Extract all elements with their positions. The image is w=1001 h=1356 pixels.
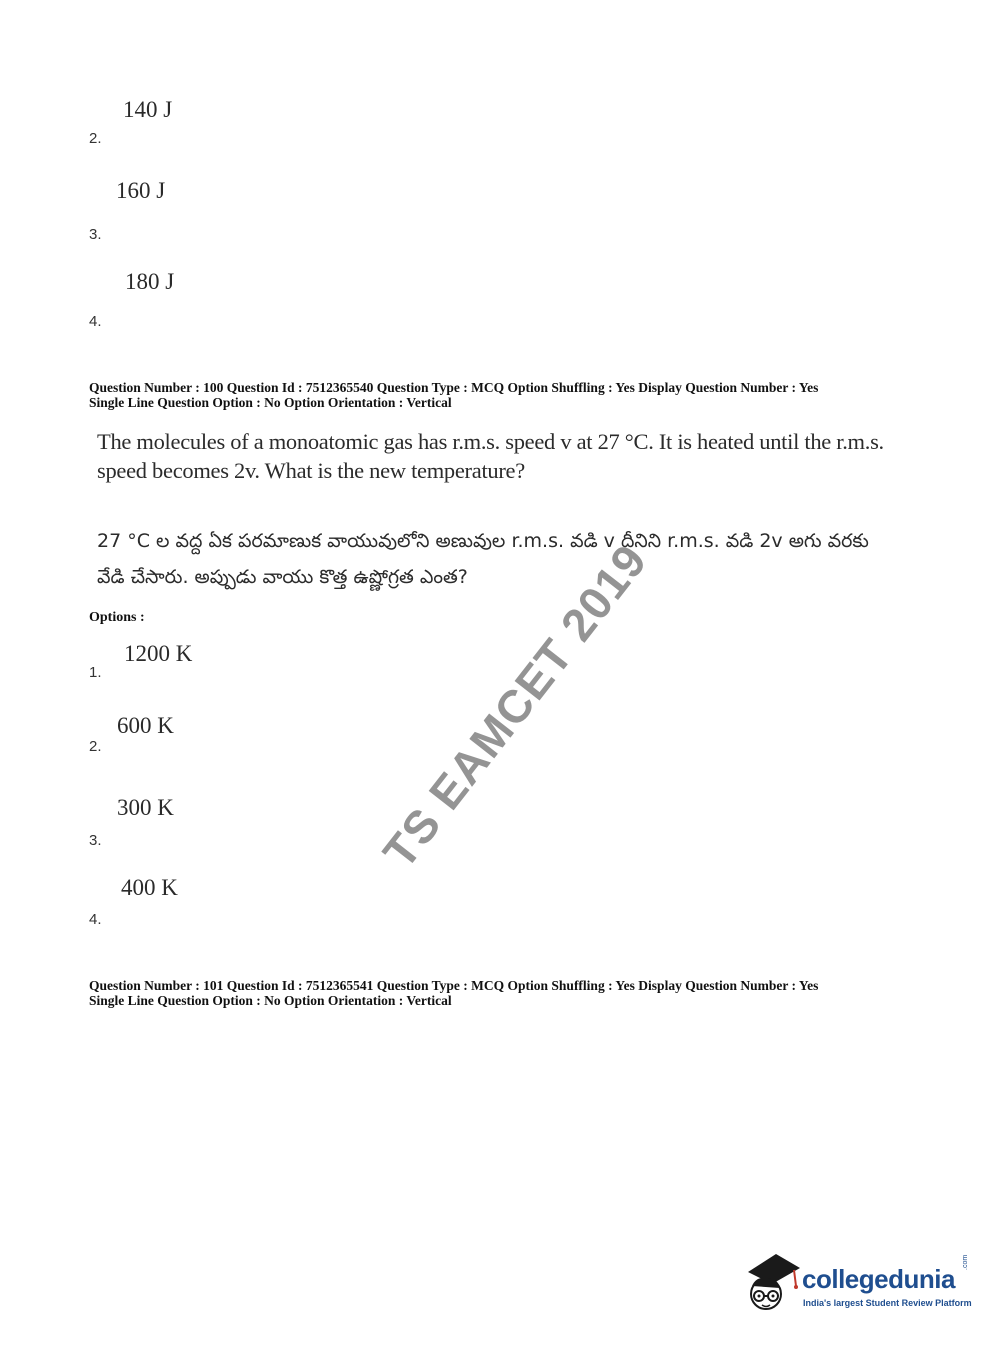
option-value-prev-3: 160 J (116, 178, 166, 203)
question-100-text-en-line1: The molecules of a monoatomic gas has r.m.s. speed v at 27 °C. It is heated until the r.m.s. (97, 429, 884, 454)
logo-com: .com (962, 1254, 969, 1270)
question-100-text-te (97, 523, 917, 595)
option-number-prev-3: 3. (89, 226, 102, 243)
logo-wordmark: collegedunia (802, 1264, 955, 1294)
question-100-text-en-line2: speed becomes 2v. What is the new temperature? (97, 458, 525, 483)
collegedunia-logo[interactable] (742, 1250, 972, 1320)
option-value-prev-4: 180 J (125, 269, 175, 294)
question-100-meta-line1: Question Number : 100 Question Id : 7512365540 Question Type : MCQ Option Shuffling : Yes Display Question Number : Yes (89, 380, 819, 395)
question-100-meta-line2: Single Line Question Option : No Option Orientation : Vertical (89, 395, 452, 410)
option-number-2: 2. (89, 738, 102, 755)
option-number-prev-2: 2. (89, 130, 102, 147)
watermark: TS EAMCET 2019 (372, 534, 657, 878)
option-number-1: 1. (89, 664, 102, 681)
question-100-text-te-line2: వేడి చేసారు. అప్పుడు వాయు కొత్త ఉష్ణోగ్రత ఎంత? (97, 566, 468, 588)
options-label: Options : (89, 610, 145, 625)
option-value-1: 1200 K (124, 641, 193, 666)
option-value-3: 300 K (117, 795, 174, 820)
question-100-text-te-line1: 27 °C ల వద్ద ఏక పరమాణుక వాయువులోని అణువుల r.m.s. వడి v దీనిని r.m.s. వడి 2v అగు వరకు (97, 530, 869, 552)
question-100-text-en (97, 427, 917, 485)
logo-tagline: India's largest Student Review Platform (803, 1298, 972, 1308)
mascot-icon (742, 1250, 802, 1316)
option-value-prev-2: 140 J (123, 97, 173, 122)
option-value-2: 600 K (117, 713, 174, 738)
option-value-4: 400 K (121, 875, 178, 900)
question-101-meta-line1: Question Number : 101 Question Id : 7512365541 Question Type : MCQ Option Shuffling : Yes Display Question Number : Yes (89, 978, 819, 993)
option-number-prev-4: 4. (89, 313, 102, 330)
question-101-meta-line2: Single Line Question Option : No Option Orientation : Vertical (89, 993, 452, 1008)
option-number-4: 4. (89, 911, 102, 928)
option-number-3: 3. (89, 832, 102, 849)
